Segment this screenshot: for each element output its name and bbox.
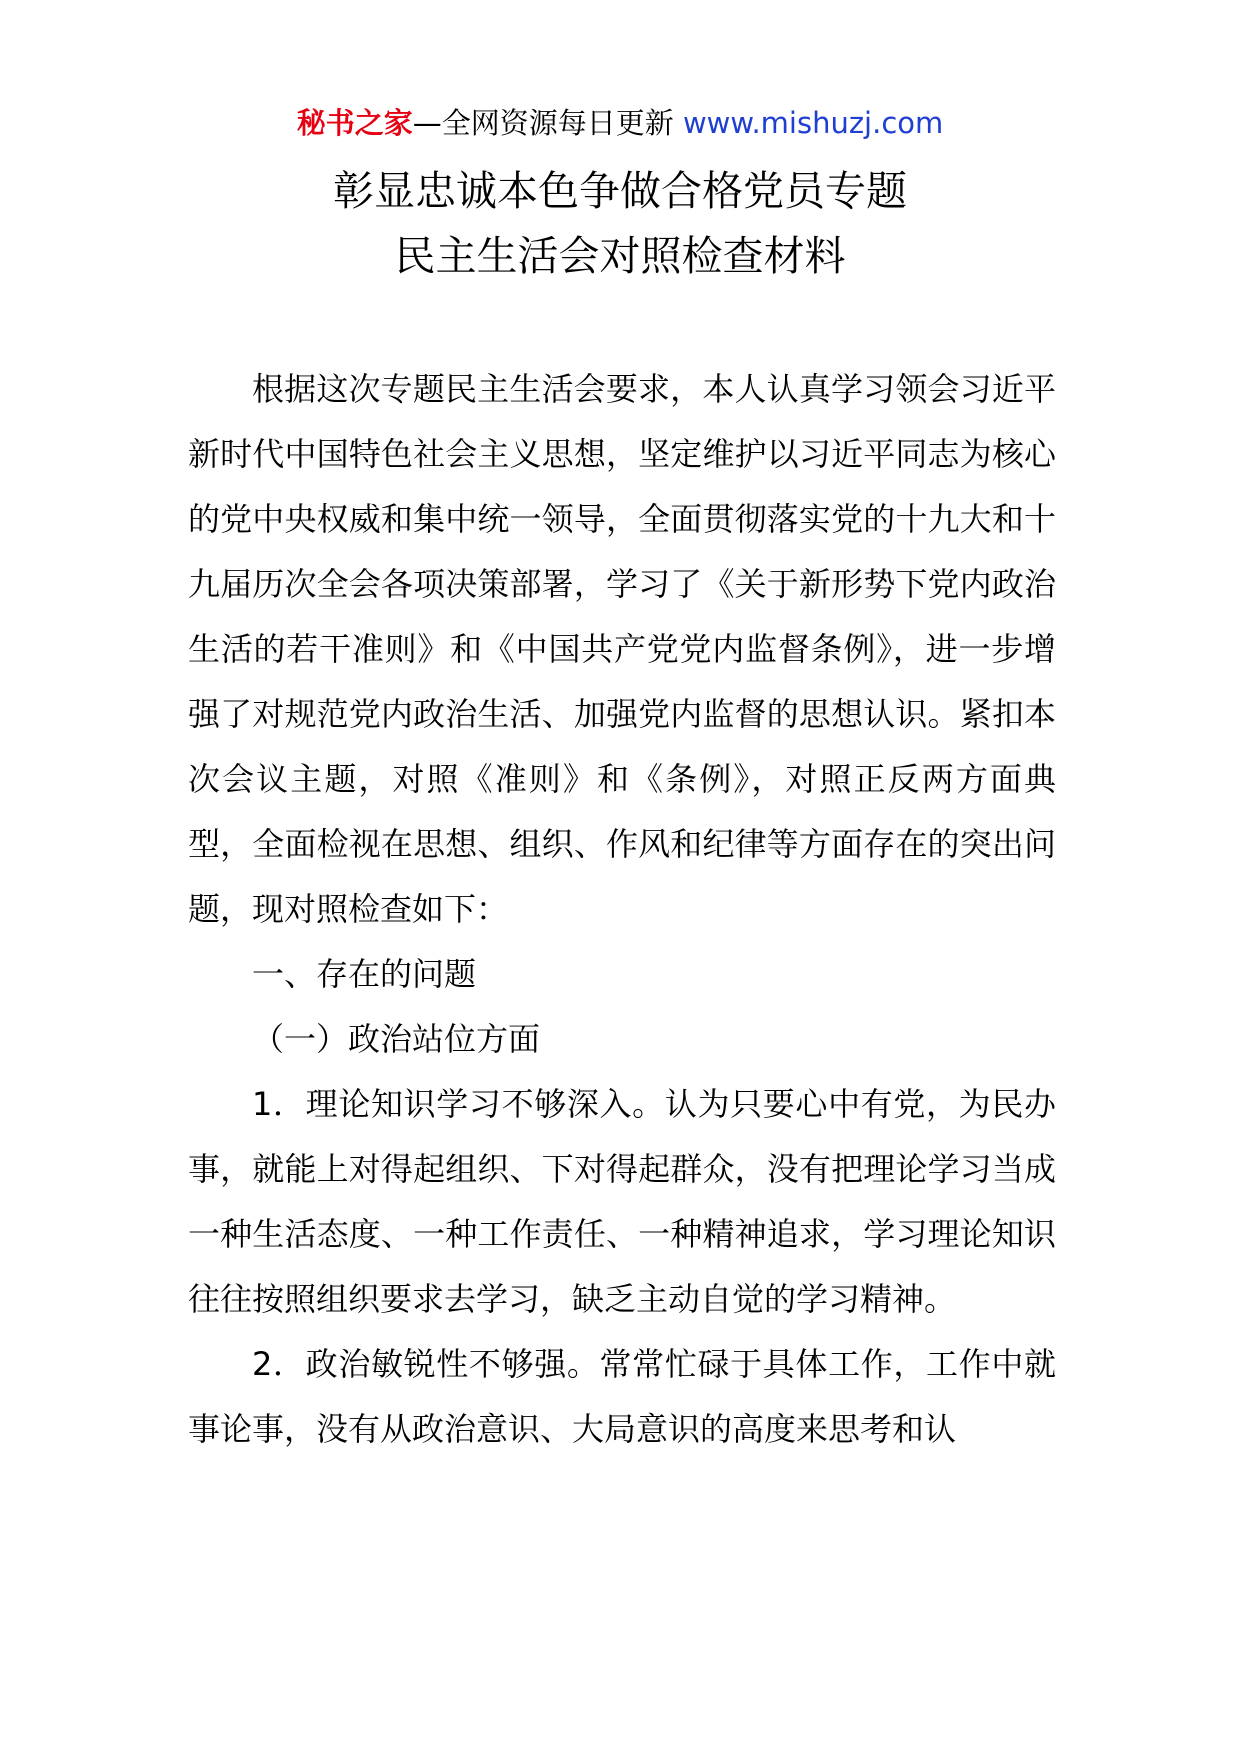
- site-slogan: —全网资源每日更新: [412, 106, 683, 140]
- site-brand: 秘书之家: [296, 106, 413, 140]
- item-paragraph-2: 2．政治敏锐性不够强。常常忙碌于具体工作，工作中就事论事，没有从政治意识、大局意识的高度来思考和认: [188, 1345, 1056, 1448]
- document-title-line-1: 彰显忠诚本色争做合格党员专题: [333, 167, 907, 215]
- document-title-line-2: 民主生活会对照检查材料: [394, 232, 846, 280]
- site-header: [0, 103, 1240, 143]
- item-paragraph-1: 1．理论知识学习不够深入。认为只要心中有党，为民办事，就能上对得起组织、下对得起群众，没有把理论学习当成一种生活态度、一种工作责任、一种精神追求，学习理论知识往往按照组织要求去学习，缺乏主动自觉的学习精神。: [188, 1085, 1056, 1318]
- section-heading: 一、存在的问题: [252, 955, 477, 993]
- site-url-link[interactable]: www.mishuzj.com: [682, 106, 944, 140]
- document-body: [188, 357, 1056, 1462]
- subsection-heading: （一）政治站位方面: [252, 1020, 541, 1058]
- intro-paragraph: 根据这次专题民主生活会要求，本人认真学习领会习近平新时代中国特色社会主义思想，坚定维护以习近平同志为核心的党中央权威和集中统一领导，全面贯彻落实党的十九大和十九届历次全会各项决策部署，学习了《关于新形势下党内政治生活的若干准则》和《中国共产党党内监督条例》，进一步增强了对规范党内政治生活、加强党内监督的思想认识。紧扣本次会议主题，对照《准则》和《条例》，对照正反两方面典型，全面检视在思想、组织、作风和纪律等方面存在的突出问题，现对照检查如下：: [188, 370, 1056, 928]
